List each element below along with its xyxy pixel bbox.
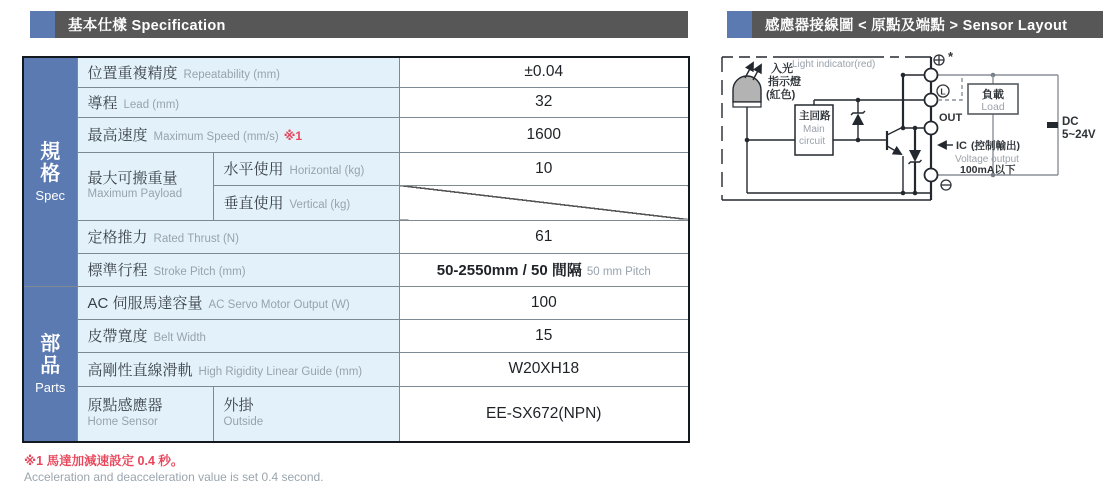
row-value: 32 — [399, 87, 689, 117]
row-label — [77, 352, 399, 386]
load-label-en: Load — [981, 101, 1005, 113]
light-indicator-label-en: Light indicator(red) — [792, 59, 876, 70]
sensor-section-header — [727, 11, 1103, 38]
row-value: 10 — [399, 152, 689, 185]
group-label-en: Spec — [35, 187, 66, 203]
row-value: 1600 — [399, 117, 689, 152]
transistor-icon — [885, 127, 903, 193]
row-sublabel — [213, 386, 399, 442]
dc-label-2: 5~24V — [1062, 129, 1096, 141]
row-value-empty-diagonal — [399, 185, 689, 220]
row-value: ±0.04 — [399, 57, 689, 87]
label-zh: 垂直使用 — [223, 195, 284, 212]
row-label — [77, 386, 213, 442]
label-en: Horizontal (kg) — [289, 165, 365, 177]
row-value: 61 — [399, 220, 689, 253]
label-zh: AC 伺服馬達容量 — [87, 295, 203, 312]
row-label — [77, 253, 399, 286]
spec-row-servo — [23, 286, 689, 319]
current-limit-label: 100mA以下 — [960, 164, 1016, 176]
spec-row-repeatability — [23, 57, 689, 87]
label-en: Stroke Pitch (mm) — [153, 266, 246, 278]
footnote-marker: ※1 — [283, 129, 303, 143]
label-zh: 定格推力 — [87, 229, 148, 246]
light-indicator-label-zh-1: 入光 — [771, 63, 793, 75]
main-circuit-label-zh: 主回路 — [799, 110, 831, 122]
terminal-out — [925, 122, 938, 135]
row-label — [77, 117, 399, 152]
spec-row-stroke — [23, 253, 689, 286]
row-label — [77, 220, 399, 253]
asterisk-mark: * — [948, 50, 954, 64]
group-cell-spec — [23, 57, 77, 286]
dc-supply-icon — [1047, 122, 1058, 128]
zener-diode-icon — [909, 126, 922, 196]
label-en: Maximum Speed (mm/s) — [153, 131, 279, 143]
spec-section-title: 基本仕樣 Specification — [68, 18, 226, 34]
row-value: EE-SX672(NPN) — [399, 386, 689, 442]
load-label-zh: 負載 — [982, 89, 1004, 101]
label-en: Home Sensor — [87, 416, 158, 429]
label-en: Outside — [223, 416, 264, 429]
label-zh: 最高速度 — [87, 127, 148, 144]
minus-terminal-icon — [941, 180, 951, 190]
label-en: Vertical (kg) — [289, 199, 351, 211]
row-value — [399, 253, 689, 286]
label-zh: 皮帶寬度 — [87, 328, 148, 345]
sensor-circuit-svg — [715, 50, 1113, 215]
terminal-plus — [925, 69, 938, 82]
l-terminal-letter: L — [940, 86, 946, 97]
footnote — [24, 454, 324, 485]
spec-row-payload-horizontal — [23, 152, 689, 185]
spec-row-max-speed — [23, 117, 689, 152]
header-accent-square — [727, 11, 752, 38]
spec-row-lead — [23, 87, 689, 117]
spec-section-header — [30, 11, 688, 38]
group-label-en: Parts — [35, 379, 66, 395]
light-indicator-label-zh-2: 指示燈 — [768, 76, 801, 88]
sensor-wiring-diagram — [715, 50, 1113, 215]
row-value: 15 — [399, 319, 689, 352]
label-en: Belt Width — [153, 332, 206, 344]
row-sublabel — [213, 185, 399, 220]
spec-row-guide — [23, 352, 689, 386]
terminal-l — [925, 94, 938, 107]
header-accent-square — [30, 11, 55, 38]
label-en: Rated Thrust (N) — [153, 233, 239, 245]
light-ray-arrow — [753, 65, 761, 80]
row-label — [77, 87, 399, 117]
spec-table — [22, 56, 690, 443]
led-indicator-icon — [733, 63, 761, 193]
label-zh: 外掛 — [223, 397, 254, 415]
label-zh: 導程 — [87, 94, 118, 112]
label-en: Maximum Payload — [87, 188, 183, 201]
spec-row-thrust — [23, 220, 689, 253]
label-en: Lead (mm) — [123, 98, 180, 111]
row-label — [77, 319, 399, 352]
stroke-value: 50-2550mm / 50 間隔 — [436, 262, 582, 279]
label-zh: 高剛性直線滑軌 — [87, 361, 193, 379]
label-en: Repeatability (mm) — [183, 68, 281, 81]
ic-label-zh: (控制輸出) — [971, 140, 1020, 152]
sensor-section-title: 感應器接線圖 < 原點及端點 > Sensor Layout — [765, 18, 1068, 34]
spec-row-belt — [23, 319, 689, 352]
spec-row-home-sensor — [23, 386, 689, 442]
label-zh: 最大可搬重量 — [87, 169, 178, 187]
label-zh: 位置重複精度 — [87, 64, 178, 82]
label-en: High Rigidity Linear Guide (mm) — [198, 365, 363, 378]
row-sublabel — [213, 152, 399, 185]
footnote-line-zh: ※1 馬達加減速設定 0.4 秒。 — [24, 454, 184, 468]
main-circuit-label-en-2: circuit — [799, 136, 826, 147]
terminal-minus — [925, 169, 938, 182]
group-label-zh: 部品 — [40, 332, 61, 378]
label-zh: 標準行程 — [87, 262, 148, 279]
plus-terminal-icon — [934, 55, 944, 65]
voltage-output-label: Voltage output — [955, 154, 1019, 165]
light-indicator-label-zh-3: (紅色) — [766, 89, 796, 101]
footnote-line-en: Acceleration and deacceleration value is set 0.4 second. — [24, 469, 324, 484]
main-circuit-label-en-1: Main — [803, 124, 825, 135]
ic-label: IC — [956, 140, 967, 152]
label-zh: 水平使用 — [223, 161, 284, 178]
dc-label-1: DC — [1062, 116, 1079, 128]
out-terminal-label: OUT — [939, 112, 963, 124]
stroke-suffix: 50 mm Pitch — [586, 266, 651, 278]
row-label — [77, 57, 399, 87]
group-cell-parts — [23, 286, 77, 442]
zener-diode-icon — [851, 98, 865, 143]
group-label-zh: 規格 — [40, 140, 61, 186]
label-en: AC Servo Motor Output (W) — [208, 299, 350, 311]
row-value: W20XH18 — [399, 352, 689, 386]
row-label — [77, 286, 399, 319]
label-zh: 原點感應器 — [87, 397, 163, 415]
row-value: 100 — [399, 286, 689, 319]
row-label-payload — [77, 152, 213, 220]
